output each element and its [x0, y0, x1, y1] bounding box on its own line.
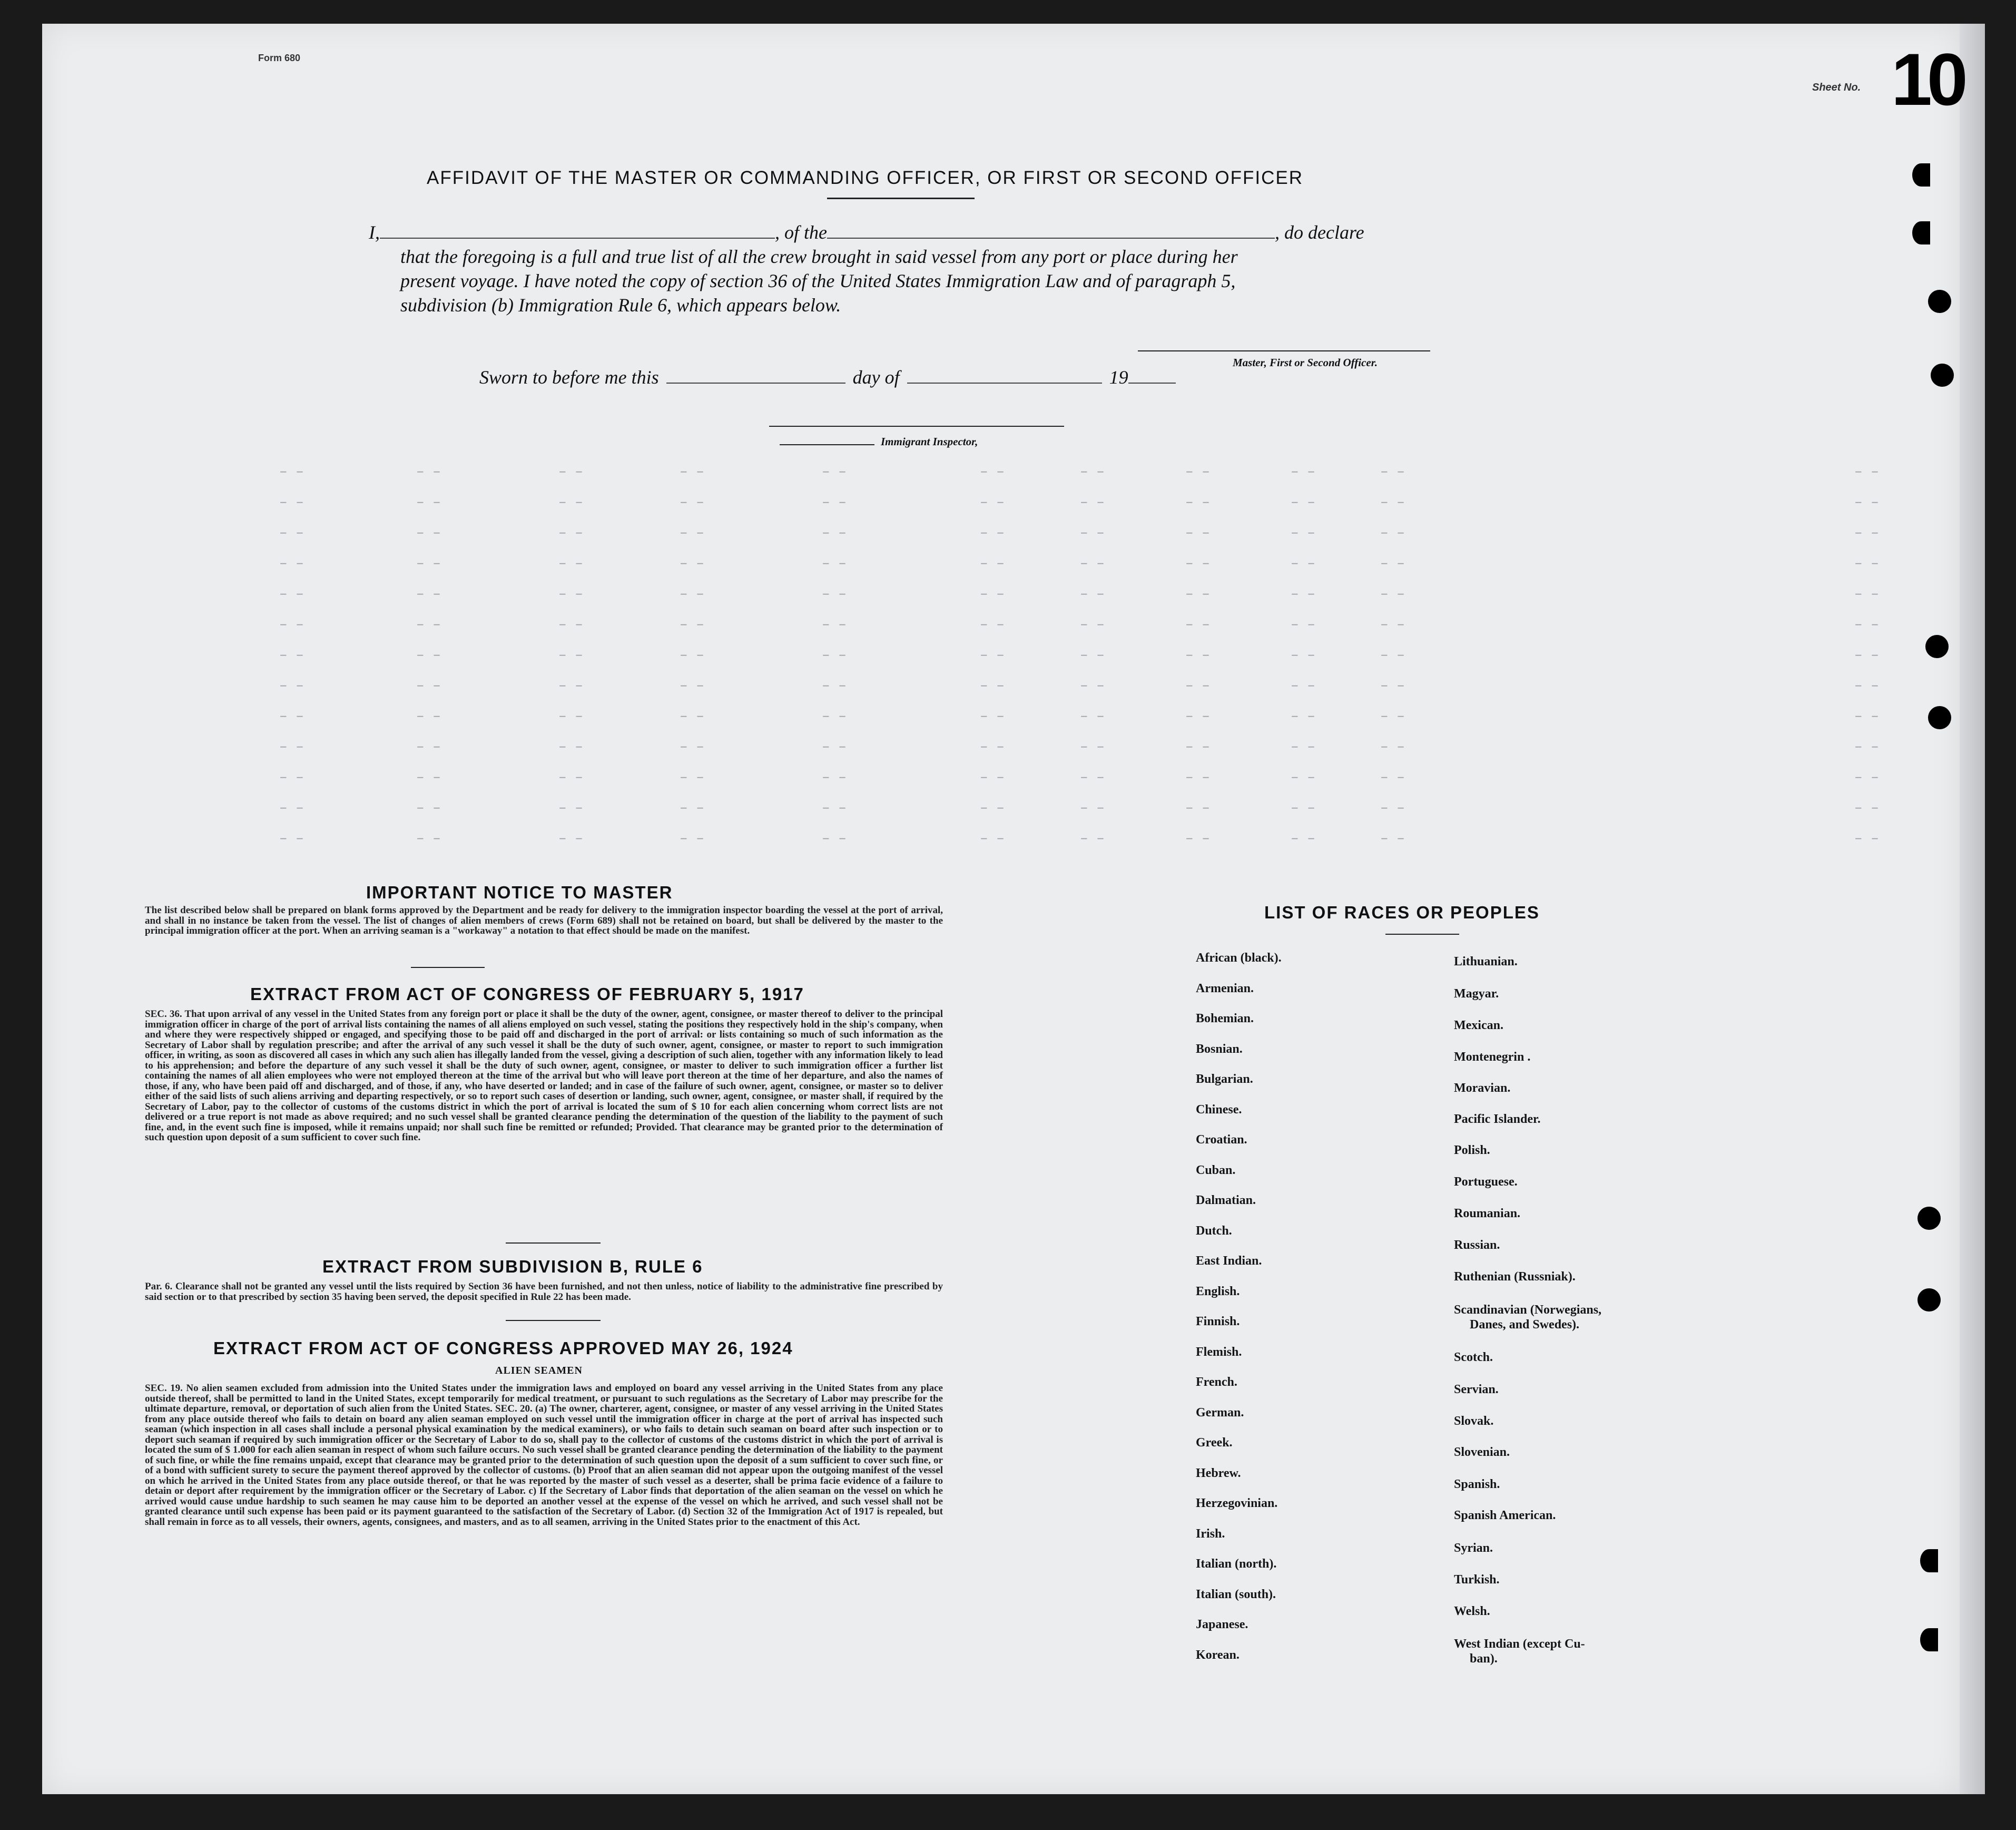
race-item: Portuguese.	[1454, 1175, 1518, 1189]
ghost-mark: – –	[558, 555, 583, 571]
ghost-mark: – –	[1185, 555, 1210, 571]
ghost-mark: – –	[416, 586, 441, 602]
ghost-mark: – –	[822, 678, 847, 693]
sheet-number: 10	[1891, 38, 1963, 121]
races-title: LIST OF RACES OR PEOPLES	[1264, 903, 1540, 922]
ghost-mark: – –	[822, 525, 847, 541]
ghost-mark: – –	[1380, 769, 1405, 785]
ghost-mark: – –	[279, 586, 304, 602]
sheet-label: Sheet No.	[1812, 82, 1861, 93]
ghost-mark: – –	[1185, 647, 1210, 663]
ghost-mark: – –	[558, 678, 583, 693]
ghost-mark: – –	[1380, 555, 1405, 571]
affidavit-line-1: I, , of the , do declare	[369, 222, 1364, 243]
ghost-mark: – –	[416, 647, 441, 663]
race-item: Irish.	[1196, 1526, 1225, 1541]
race-item: Herzegovinian.	[1196, 1496, 1278, 1510]
ghost-mark: – –	[680, 464, 704, 479]
ghost-mark: – –	[279, 555, 304, 571]
race-item: Spanish American.	[1454, 1509, 1556, 1522]
ghost-mark: – –	[1854, 647, 1879, 663]
ghost-mark: – –	[680, 616, 704, 632]
ghost-mark: – –	[980, 708, 1005, 724]
ghost-mark: – –	[822, 708, 847, 724]
ghost-mark: – –	[822, 800, 847, 816]
race-item: Armenian.	[1196, 981, 1254, 995]
sworn-line: Sworn to before me this day of 19	[479, 366, 1176, 388]
ghost-mark: – –	[1291, 830, 1315, 846]
race-item: Croatian.	[1196, 1133, 1247, 1147]
ghost-mark: – –	[1291, 769, 1315, 785]
ghost-mark: – –	[1291, 525, 1315, 541]
ghost-mark: – –	[558, 586, 583, 602]
race-item: Italian (south).	[1196, 1587, 1276, 1601]
inspector-signature-line[interactable]	[769, 426, 1064, 427]
important-notice-title: IMPORTANT NOTICE TO MASTER	[366, 883, 673, 902]
affidavit-line-3: present voyage. I have noted the copy of section 36 of the United States Immigration Law and of paragraph 5,	[400, 270, 1236, 291]
ghost-mark: – –	[1854, 708, 1879, 724]
ghost-mark: – –	[680, 525, 704, 541]
extract-1917-text: SEC. 36. That upon arrival of any vessel in the United States from any foreign port or place it shall be the duty of the owner, agent, consignee, or master thereof to deliver to the principal immigration officer in charge of the port of arrival lists containing the names of all aliens employed on such vessel, stating the positions they respectively hold in the ship's company, when and where they were respectively shipped or engaged, and specifying those to be paid off and discharged in the port of arrival: or lists containing so much of such information as the Secretary of Labor shall by regulation prescribe; and after the arrival of any such vessel it shall be the duty of such owner, agent, consignee, or master to report to such immigration officer, in writing, as soon as discovered all cases in which any such alien has illegally landed from the vessel, giving a description of such alien, together with any information likely to lead to his apprehension; and before the departure of any such vessel it shall be the duty of such owner, agent, consignee, or master to deliver to such immigration officer a further list containing the names of all alien employees who were not employed thereon at the time of the arrival but who will leave port thereon at the time of her departure, and also the names of those, if any, who have been paid off and discharged, and of those, if any, who have deserted or landed; and in case of the failure of such owner, agent, consignee, or master so to deliver either of the said lists of such aliens arriving and departing respectively, or so to report such cases of desertion or landing, such owner, agent, consignee, or master shall, if required by the Secretary of Labor, pay to the collector of customs of the customs district in which the port of arrival is located the sum of $ 10 for each alien concerning whom correct lists are not delivered or a true report is not made as above required; and no such vessel shall be granted clearance pending the determination of the question of the liability to the payment of such fine, and, in the event such fine is imposed, while it remains unpaid; nor shall such fine be remitted or refunded; Provided. That clearance may be granted prior to the determination of such question upon deposit of a sum sufficient to cover such fine.	[145, 1009, 943, 1143]
inspector-underline	[780, 444, 874, 445]
race-item: Roumanian.	[1454, 1207, 1521, 1220]
sheet-edge	[1960, 24, 1985, 1794]
ghost-mark: – –	[822, 769, 847, 785]
race-item: Turkish.	[1454, 1573, 1500, 1587]
ghost-mark: – –	[822, 494, 847, 510]
section-rule	[506, 1320, 601, 1321]
ghost-mark: – –	[558, 708, 583, 724]
ghost-mark: – –	[1185, 525, 1210, 541]
section-rule	[1385, 934, 1459, 935]
ghost-mark: – –	[1080, 555, 1105, 571]
ghost-mark: – –	[680, 739, 704, 755]
ghost-mark: – –	[980, 830, 1005, 846]
ghost-mark: – –	[822, 739, 847, 755]
ghost-mark: – –	[980, 525, 1005, 541]
ghost-mark: – –	[279, 769, 304, 785]
ghost-mark: – –	[980, 464, 1005, 479]
ghost-mark: – –	[680, 708, 704, 724]
ghost-mark: – –	[1185, 830, 1210, 846]
ghost-mark: – –	[416, 800, 441, 816]
ghost-mark: – –	[680, 647, 704, 663]
ghost-mark: – –	[1854, 555, 1879, 571]
race-item: Moravian.	[1454, 1081, 1511, 1095]
ghost-mark: – –	[1854, 464, 1879, 479]
race-item: Slovenian.	[1454, 1445, 1510, 1459]
binder-hole	[1920, 1628, 1938, 1651]
ghost-mark: – –	[1291, 708, 1315, 724]
ghost-mark: – –	[1854, 800, 1879, 816]
ghost-mark: – –	[416, 678, 441, 693]
race-item: Pacific Islander.	[1454, 1112, 1541, 1126]
ghost-mark: – –	[980, 494, 1005, 510]
ghost-mark: – –	[279, 708, 304, 724]
binder-hole	[1925, 635, 1949, 658]
race-item: Dutch.	[1196, 1224, 1232, 1238]
ghost-mark: – –	[1185, 494, 1210, 510]
ghost-mark: – –	[822, 830, 847, 846]
ghost-mark: – –	[1080, 494, 1105, 510]
ghost-mark: – –	[1185, 800, 1210, 816]
binder-hole	[1912, 163, 1930, 187]
month-blank[interactable]	[907, 368, 1102, 384]
race-item: African (black).	[1196, 951, 1282, 965]
extract-rule6-title: EXTRACT FROM SUBDIVISION B, RULE 6	[322, 1257, 703, 1276]
race-item: Russian.	[1454, 1238, 1500, 1252]
race-item: Japanese.	[1196, 1618, 1248, 1631]
ghost-mark: – –	[1854, 494, 1879, 510]
race-item: Bulgarian.	[1196, 1072, 1253, 1086]
ghost-mark: – –	[1291, 555, 1315, 571]
ghost-mark: – –	[1185, 769, 1210, 785]
ghost-mark: – –	[1291, 494, 1315, 510]
ghost-mark: – –	[980, 647, 1005, 663]
race-item: Scandinavian (Norwegians,	[1454, 1303, 1602, 1317]
race-item: Cuban.	[1196, 1163, 1236, 1177]
ghost-mark: – –	[416, 464, 441, 479]
ghost-mark: – –	[1080, 800, 1105, 816]
ghost-mark: – –	[558, 525, 583, 541]
ghost-mark: – –	[1080, 616, 1105, 632]
ghost-mark: – –	[279, 830, 304, 846]
ghost-mark: – –	[1080, 464, 1105, 479]
ghost-mark: – –	[680, 586, 704, 602]
ghost-mark: – –	[1291, 616, 1315, 632]
ghost-mark: – –	[1185, 616, 1210, 632]
race-item: Hebrew.	[1196, 1466, 1241, 1480]
ghost-mark: – –	[558, 830, 583, 846]
ghost-mark: – –	[416, 708, 441, 724]
ghost-mark: – –	[980, 586, 1005, 602]
race-item: Montenegrin .	[1454, 1050, 1531, 1064]
ghost-mark: – –	[680, 555, 704, 571]
ghost-mark: – –	[558, 800, 583, 816]
ghost-mark: – –	[1380, 464, 1405, 479]
race-item: Finnish.	[1196, 1315, 1240, 1328]
ghost-mark: – –	[279, 800, 304, 816]
ghost-mark: – –	[279, 739, 304, 755]
race-item: Dalmatian.	[1196, 1193, 1256, 1207]
year-blank[interactable]	[1128, 368, 1176, 384]
race-item: Spanish.	[1454, 1477, 1500, 1491]
ghost-mark: – –	[980, 769, 1005, 785]
race-item: Mexican.	[1454, 1019, 1503, 1032]
race-item: Servian.	[1454, 1383, 1499, 1396]
ghost-mark: – –	[1380, 800, 1405, 816]
ghost-mark: – –	[1380, 647, 1405, 663]
ghost-mark: – –	[558, 494, 583, 510]
ghost-mark: – –	[279, 464, 304, 479]
race-item: French.	[1196, 1375, 1237, 1389]
ghost-mark: – –	[279, 647, 304, 663]
day-blank[interactable]	[666, 368, 845, 384]
ghost-mark: – –	[558, 616, 583, 632]
binder-hole	[1920, 1549, 1938, 1572]
extract-rule6-text: Par. 6. Clearance shall not be granted any vessel until the lists required by Section 36 have been furnished, and not then unless, notice of liability to the administrative fine prescribed by said section or to that prescribed by section 35 having been served, the deposit specified in Rule 22 has been made.	[145, 1281, 943, 1303]
race-item: Magyar.	[1454, 987, 1499, 1001]
ghost-mark: – –	[1380, 739, 1405, 755]
race-item: Ruthenian (Russniak).	[1454, 1270, 1576, 1284]
binder-hole	[1931, 364, 1954, 387]
ghost-mark: – –	[1380, 525, 1405, 541]
ghost-mark: – –	[1185, 678, 1210, 693]
ghost-mark: – –	[1291, 647, 1315, 663]
race-item: Lithuanian.	[1454, 955, 1518, 968]
ghost-mark: – –	[1380, 494, 1405, 510]
ghost-mark: – –	[1080, 525, 1105, 541]
ghost-mark: – –	[822, 555, 847, 571]
ghost-mark: – –	[1185, 586, 1210, 602]
binder-hole	[1928, 290, 1951, 313]
race-item: Bohemian.	[1196, 1012, 1254, 1025]
ghost-mark: – –	[1380, 708, 1405, 724]
ghost-mark: – –	[1380, 586, 1405, 602]
affidavit-title: AFFIDAVIT OF THE MASTER OR COMMANDING OFFICER, OR FIRST OR SECOND OFFICER	[427, 168, 1304, 188]
ghost-mark: – –	[1185, 464, 1210, 479]
extract-1924-title: EXTRACT FROM ACT OF CONGRESS APPROVED MAY 26, 1924	[213, 1338, 793, 1358]
ghost-mark: – –	[680, 678, 704, 693]
inspector-label: Immigrant Inspector,	[881, 435, 978, 448]
binder-hole	[1917, 1288, 1941, 1312]
master-signature-label: Master, First or Second Officer.	[1233, 356, 1378, 369]
ghost-mark: – –	[1854, 525, 1879, 541]
ghost-mark: – –	[680, 494, 704, 510]
race-item: Korean.	[1196, 1648, 1240, 1662]
race-item: East Indian.	[1196, 1254, 1262, 1268]
ghost-mark: – –	[416, 616, 441, 632]
title-rule	[827, 198, 975, 199]
ghost-mark: – –	[1080, 708, 1105, 724]
extract-1917-title: EXTRACT FROM ACT OF CONGRESS OF FEBRUARY 5, 1917	[250, 984, 804, 1004]
extract-1924-text: SEC. 19. No alien seamen excluded from admission into the United States under the immigration laws and employed on board any vessel arriving in the United States from any place outside thereof, shall be permitted to land in the United States, except temporarily for medical treatment, or pursuant to such regulations as the Secretary of Labor may prescribe for the ultimate departure, removal, or deportation of such alien from the United States. SEC. 20. (a) The owner, charterer, agent, consignee, or master of any vessel arriving in the United States from any place outside thereof who fails to detain on board any alien seaman employed on such vessel until the immigration officer in charge at the port of arrival has inspected such seaman (which inspection in all cases shall include a personal physical examination by the medical examiners), or who fails to detain such seaman on board after such inspection or to deport such seaman if required by such immigration officer or the Secretary of Labor to do so, shall pay to the collector of customs of the customs district in which the port of arrival is located the sum of $ 1.000 for each alien seaman in respect of whom such failure occurs. No such vessel shall be granted clearance pending the determination of the liability to the payment of such fine, or while the fine remains unpaid, except that clearance may be granted prior to the determination of such question upon the deposit of a sum sufficient to cover such fine, or of a bond with sufficient surety to secure the payment thereof approved by the collector of customs. (b) Proof that an alien seaman did not appear upon the outgoing manifest of the vessel on which he arrived in the United States from any place outside thereof, or that he was reported by the master of such vessel as a deserter, shall be prima facie evidence of a failure to detain or deport after requirement by the immigration officer or the Secretary of Labor. c) If the Secretary of Labor finds that deportation of the alien seaman on the vessel on which he arrived would cause undue hardship to such seamen he may cause him to be deported an another vessel at the expense of the vessel on which he arrived, and such vessel shall not be granted clearance until such expense has been paid or its payment guaranteed to the satisfaction of the Secretary of Labor. (d) Section 32 of the Immigration Act of 1917 is repealed, but shall remain in force as to all vessels, their owners, agents, consignees, and masters, and as to all seamen, arriving in the United States prior to the enactment of this Act.	[145, 1383, 943, 1528]
race-item: Danes, and Swedes).	[1470, 1318, 1580, 1332]
ghost-mark: – –	[1854, 678, 1879, 693]
ghost-mark: – –	[279, 525, 304, 541]
ghost-mark: – –	[1380, 678, 1405, 693]
ghost-mark: – –	[822, 616, 847, 632]
ghost-mark: – –	[1291, 586, 1315, 602]
section-rule	[411, 967, 485, 968]
ghost-mark: – –	[416, 555, 441, 571]
ghost-mark: – –	[680, 830, 704, 846]
vessel-blank[interactable]	[827, 223, 1275, 239]
ghost-mark: – –	[1080, 647, 1105, 663]
ghost-mark: – –	[1291, 739, 1315, 755]
binder-hole	[1912, 221, 1930, 244]
ghost-mark: – –	[279, 494, 304, 510]
race-item: Slovak.	[1454, 1414, 1494, 1428]
ghost-mark: – –	[1854, 830, 1879, 846]
alien-seamen-subtitle: ALIEN SEAMEN	[495, 1365, 583, 1376]
race-item: ban).	[1470, 1652, 1498, 1666]
ghost-mark: – –	[416, 830, 441, 846]
form-number: Form 680	[258, 53, 301, 63]
name-blank[interactable]	[380, 223, 775, 239]
race-item: Italian (north).	[1196, 1557, 1277, 1571]
race-item: Welsh.	[1454, 1604, 1490, 1618]
race-item: Polish.	[1454, 1143, 1490, 1157]
race-item: German.	[1196, 1405, 1244, 1420]
race-item: West Indian (except Cu-	[1454, 1637, 1585, 1651]
ghost-mark: – –	[680, 800, 704, 816]
ghost-mark: – –	[1080, 678, 1105, 693]
section-rule	[506, 1242, 601, 1244]
ghost-mark: – –	[680, 769, 704, 785]
race-item: English.	[1196, 1284, 1240, 1298]
ghost-mark: – –	[279, 678, 304, 693]
ghost-mark: – –	[1080, 769, 1105, 785]
binder-hole	[1928, 706, 1951, 729]
ghost-mark: – –	[558, 769, 583, 785]
ghost-mark: – –	[1291, 800, 1315, 816]
ghost-mark: – –	[279, 616, 304, 632]
ghost-mark: – –	[558, 739, 583, 755]
ghost-mark: – –	[822, 586, 847, 602]
ghost-mark: – –	[822, 647, 847, 663]
race-item: Flemish.	[1196, 1345, 1242, 1359]
ghost-mark: – –	[980, 678, 1005, 693]
race-item: Scotch.	[1454, 1351, 1493, 1364]
ghost-mark: – –	[1854, 586, 1879, 602]
race-item: Syrian.	[1454, 1541, 1493, 1555]
ghost-mark: – –	[980, 555, 1005, 571]
ghost-mark: – –	[1185, 708, 1210, 724]
ghost-mark: – –	[1291, 678, 1315, 693]
ghost-mark: – –	[1380, 830, 1405, 846]
ghost-mark: – –	[1185, 739, 1210, 755]
ghost-mark: – –	[416, 769, 441, 785]
ghost-mark: – –	[1080, 739, 1105, 755]
ghost-mark: – –	[1291, 464, 1315, 479]
signature-line[interactable]	[1138, 350, 1430, 351]
important-notice-text: The list described below shall be prepared on blank forms approved by the Department and be ready for delivery to the immigration inspector boarding the vessel at the port of arrival, and shall in no instance be taken from the vessel. The list of changes of alien members of crews (Form 689) shall not be retained on board, but shall be delivered by the master to the principal immigration officer at the port. When an arriving seaman is a "workaway" a notation to that effect should be made on the manifest.	[145, 905, 943, 936]
ghost-mark: – –	[1854, 769, 1879, 785]
ghost-mark: – –	[1080, 830, 1105, 846]
ghost-mark: – –	[980, 800, 1005, 816]
ghost-mark: – –	[980, 616, 1005, 632]
race-item: Greek.	[1196, 1436, 1233, 1450]
ghost-mark: – –	[416, 739, 441, 755]
race-item: Chinese.	[1196, 1102, 1242, 1117]
ghost-mark: – –	[416, 494, 441, 510]
binder-hole	[1917, 1207, 1941, 1230]
race-item: Bosnian.	[1196, 1042, 1243, 1056]
ghost-mark: – –	[1854, 616, 1879, 632]
affidavit-line-2: that the foregoing is a full and true list of all the crew brought in said vessel from any port or place during her	[400, 246, 1238, 267]
ghost-mark: – –	[1380, 616, 1405, 632]
affidavit-line-4: subdivision (b) Immigration Rule 6, which appears below.	[400, 295, 841, 316]
ghost-mark: – –	[1080, 586, 1105, 602]
ghost-mark: – –	[558, 647, 583, 663]
ghost-mark: – –	[822, 464, 847, 479]
ghost-mark: – –	[416, 525, 441, 541]
ghost-mark: – –	[1854, 739, 1879, 755]
ghost-mark: – –	[558, 464, 583, 479]
ghost-mark: – –	[980, 739, 1005, 755]
